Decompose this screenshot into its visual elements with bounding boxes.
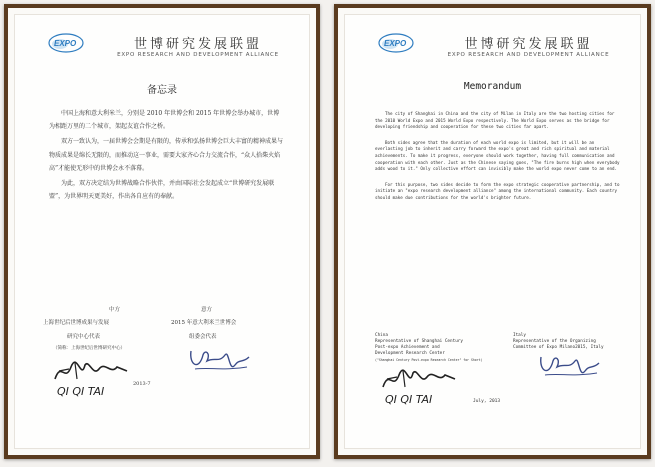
memo-paragraph: The city of Shanghai in China and the city of Milan in Italy are the two hosting cities for the 2010 World Expo and 2015 World Expo respectively. The World Expo serves as the bridge for developing friendship and cooperation for these two cities far apart. <box>375 111 615 130</box>
memo-paragraph: For this purpose, two sides decide to form the expo strategic cooperative partnership, and to initiate an "expo research development alliance" among the international community. Each country should make due contributions for the world's brighter future. <box>375 181 620 200</box>
china-party-note: （简称：上海世纪后世博研究中心） <box>53 346 125 351</box>
china-signature-date: 2013-7 <box>133 381 151 387</box>
expo-logo-icon <box>47 31 85 55</box>
china-party-label: 中方 <box>109 307 121 313</box>
logo-text: EXPO <box>384 39 407 48</box>
memo-body <box>49 107 283 205</box>
memo-paragraph: 为此，双方决定结为世博战略合作伙伴，并由国际社会发起成立“世博研究发展联盟”，为世界明天更美好，作出各自应有的奉献。 <box>49 180 275 201</box>
memo-paragraph: 中国上海和意大利米兰，分别是 2010 年世博会和 2015 年世博会举办城市，世博为相距万里的二个城市，架起友谊合作之桥。 <box>49 110 280 131</box>
china-signature <box>51 357 131 387</box>
italy-signature <box>535 351 605 383</box>
china-party-line: Representative of Shanghai Century <box>375 339 463 344</box>
memo-title: Memorandum <box>463 81 522 92</box>
china-party-org-line1: 上海世纪后世博成果与发展 <box>43 320 110 326</box>
china-party-note: ("Shanghai Century Post-expo Research Center" for Short) <box>375 358 483 362</box>
org-name-en: EXPO RESEARCH AND DEVELOPMENT ALLIANCE <box>117 52 279 58</box>
china-party-org-line2: 研究中心代表 <box>67 334 101 340</box>
china-party-line: Development Research Center <box>375 351 445 356</box>
memo-paragraph: 双方一致认为，一届世博会会期是有限的，传承和弘扬世博会巨大丰富的精神成果与物质成果是绵长无限的，而推动这一事业，需要大家齐心合力交流合作，“众人拾柴火焰高”才能使无形中的世博会永不落幕。 <box>49 138 284 172</box>
signature-name: QI QI TAI <box>57 385 105 398</box>
chinese-memorandum-frame <box>4 4 320 459</box>
italy-party-label: 意方 <box>201 307 213 313</box>
china-party-block <box>375 333 482 363</box>
org-name-cn: 世博研究发展联盟 <box>133 37 262 52</box>
italy-party-line: Committee of Expo Milano2015, Italy <box>513 345 604 350</box>
china-party-line: Post-expo Achievement and <box>375 345 440 350</box>
org-name-cn: 世博研究发展联盟 <box>464 37 593 52</box>
memo-date: July, 2013 <box>473 399 501 404</box>
org-name-en: EXPO RESEARCH AND DEVELOPMENT ALLIANCE <box>447 52 610 58</box>
memo-body <box>375 111 624 211</box>
italy-party-line: Representative of the Organizing <box>513 339 596 344</box>
english-memorandum-page <box>344 14 641 449</box>
memo-title: 备忘录 <box>147 85 177 96</box>
english-memorandum-frame <box>334 4 651 459</box>
italy-party-block <box>513 333 604 351</box>
expo-logo-icon <box>377 31 415 55</box>
chinese-memorandum-page <box>14 14 310 449</box>
italy-party-line: Italy <box>513 333 526 338</box>
italy-party-org-line1: 2015 年意大利米兰世博会 <box>171 320 237 326</box>
memo-paragraph: Both sides agree that the duration of each world expo is limited, but it will be an everlasting job to inherit and carry forward the expo's great and rich spiritual and material achievements. To make it progress, everyone should work together, having full communication and cooperation with each other. Just as the Chinese saying goes, "The fire burns high when everybody adds wood to it." Only collective effort can invisibly make the world expo never come to an end. <box>375 139 620 172</box>
logo-text: EXPO <box>54 39 77 48</box>
china-signature <box>379 365 459 395</box>
italy-party-org-line2: 组委会代表 <box>189 334 217 340</box>
italy-signature <box>185 345 255 377</box>
signature-name: QI QI TAI <box>385 393 433 406</box>
china-party-line: China <box>375 333 388 338</box>
